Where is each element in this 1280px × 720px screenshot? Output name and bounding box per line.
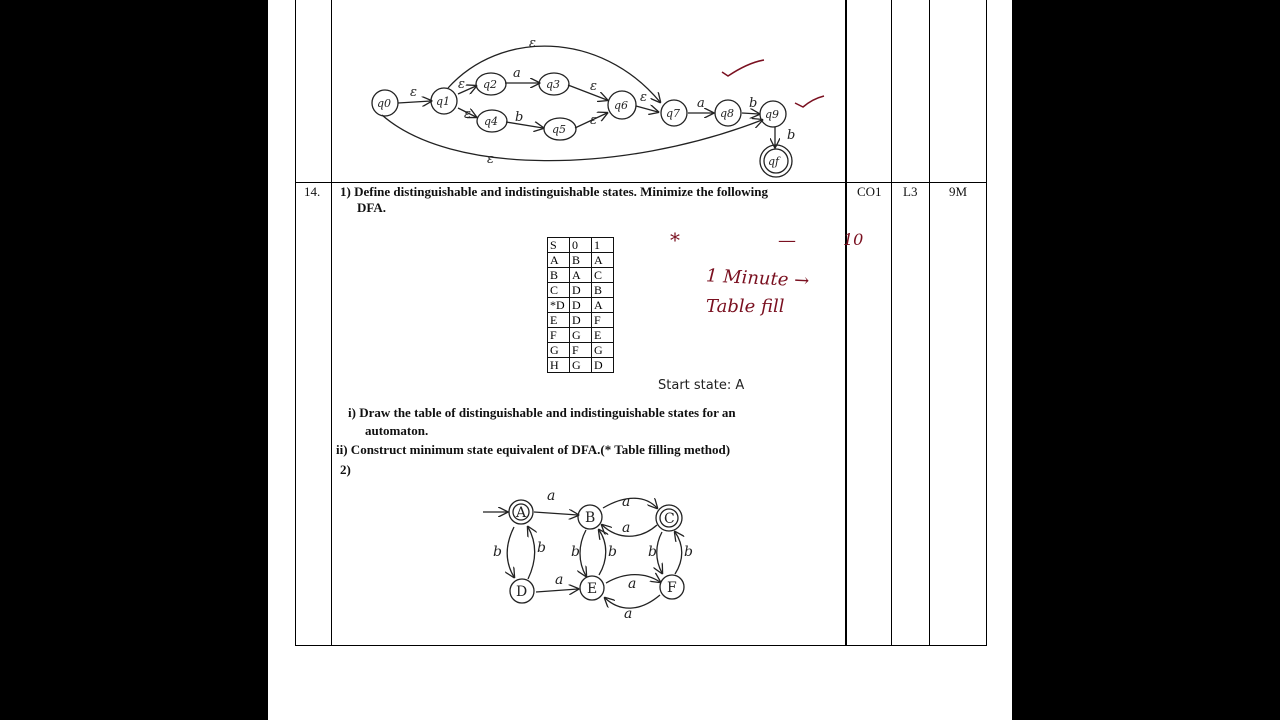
- table-cell: F: [570, 343, 592, 358]
- table-cell: C: [548, 283, 570, 298]
- table-cell: E: [592, 328, 614, 343]
- dfa-edge-label: a: [628, 576, 637, 592]
- header-cell: 0: [570, 238, 592, 253]
- dfa-edge-label: a: [624, 606, 633, 622]
- table-cell: B: [570, 253, 592, 268]
- nfa-edge-label: b: [515, 110, 524, 125]
- sub-question-i-line1: i) Draw the table of distinguishable and indistinguishable states for an: [348, 405, 736, 420]
- table-cell: B: [592, 283, 614, 298]
- annotation-ten: 10: [843, 230, 864, 249]
- nfa-state-q6: q6: [614, 99, 629, 112]
- annotation-star: *: [670, 228, 680, 252]
- nfa-edge-label: a: [513, 66, 521, 81]
- table-cell: F: [548, 328, 570, 343]
- dfa-edge-label: a: [555, 572, 564, 588]
- dfa-state-e: E: [587, 581, 598, 597]
- course-outcome: CO1: [857, 184, 882, 199]
- nfa-edge-label: ε: [529, 36, 536, 51]
- nfa-edge-label: ε: [590, 113, 597, 128]
- nfa-state-q9: q9: [765, 108, 780, 121]
- table-cell: A: [592, 298, 614, 313]
- dfa-edge-label: a: [547, 488, 556, 504]
- table-cell: A: [592, 253, 614, 268]
- sub-question-i-line2: automaton.: [365, 423, 429, 438]
- table-cell: F: [592, 313, 614, 328]
- question-part1-line1: 1) Define distinguishable and indistinguishable states. Minimize the following: [340, 184, 768, 199]
- nfa-state-q7: q7: [666, 107, 681, 120]
- header-cell: S: [548, 238, 570, 253]
- annotation-dash: —: [778, 230, 796, 251]
- header-cell: 1: [592, 238, 614, 253]
- dfa-edge-label: b: [608, 544, 617, 560]
- nfa-edge-label: a: [697, 96, 705, 111]
- table-cell: D: [570, 298, 592, 313]
- nfa-state-q5: q5: [552, 123, 567, 136]
- question-part1-line2: DFA.: [357, 200, 387, 215]
- nfa-edge-label: ε: [410, 85, 417, 100]
- dfa-edge-label: a: [622, 494, 631, 510]
- table-cell: G: [570, 358, 592, 373]
- nfa-state-q0: q0: [377, 97, 392, 110]
- nfa-edge-label: ε: [464, 107, 471, 122]
- sub-question-ii: ii) Construct minimum state equivalent of DFA.(* Table filling method): [336, 442, 731, 457]
- nfa-state-q8: q8: [720, 107, 735, 120]
- nfa-state-q1: q1: [436, 95, 451, 108]
- table-cell: *D: [548, 298, 570, 313]
- table-cell: A: [570, 268, 592, 283]
- nfa-edge-label: ε: [590, 79, 597, 94]
- nfa-edge-label: b: [749, 96, 758, 111]
- dfa-state-b: B: [585, 510, 596, 526]
- nfa-edge-label: ε: [640, 90, 647, 105]
- table-cell: G: [592, 343, 614, 358]
- dfa-state-f: F: [667, 580, 677, 596]
- annotation-note-line1: 1 Minute →: [705, 265, 810, 292]
- table-cell: A: [548, 253, 570, 268]
- table-cell: C: [592, 268, 614, 283]
- bloom-level: L3: [903, 184, 918, 199]
- dfa-state-a: A: [516, 505, 527, 521]
- nfa-state-q3: q3: [546, 78, 561, 91]
- table-cell: D: [592, 358, 614, 373]
- dfa-edge-label: b: [537, 540, 546, 556]
- nfa-edge-label: b: [787, 128, 796, 143]
- dfa-state-d: D: [516, 584, 528, 600]
- table-cell: E: [548, 313, 570, 328]
- table-cell: D: [570, 283, 592, 298]
- question-number: 14.: [304, 184, 321, 199]
- table-cell: D: [570, 313, 592, 328]
- dfa-edge-label: b: [648, 544, 657, 560]
- start-state-label: Start state: A: [658, 378, 745, 393]
- nfa-state-q4: q4: [484, 115, 499, 128]
- nfa-state-q2: q2: [483, 78, 498, 91]
- part2-label: 2): [340, 462, 351, 477]
- table-cell: B: [548, 268, 570, 283]
- table-cell: H: [548, 358, 570, 373]
- annotation-note-line2: Table fill: [706, 296, 785, 317]
- nfa-edge-label: ε: [487, 152, 494, 167]
- nfa-state-qf: qf: [768, 155, 780, 168]
- marks: 9M: [949, 184, 968, 199]
- dfa-edge-label: b: [684, 544, 693, 560]
- dfa-edge-label: b: [493, 544, 502, 560]
- table-cell: G: [548, 343, 570, 358]
- dfa-edge-label: a: [622, 520, 631, 536]
- nfa-edge-label: ε: [458, 77, 465, 92]
- dfa-edge-label: b: [571, 544, 580, 560]
- table-cell: G: [570, 328, 592, 343]
- dfa-state-c: C: [664, 511, 675, 527]
